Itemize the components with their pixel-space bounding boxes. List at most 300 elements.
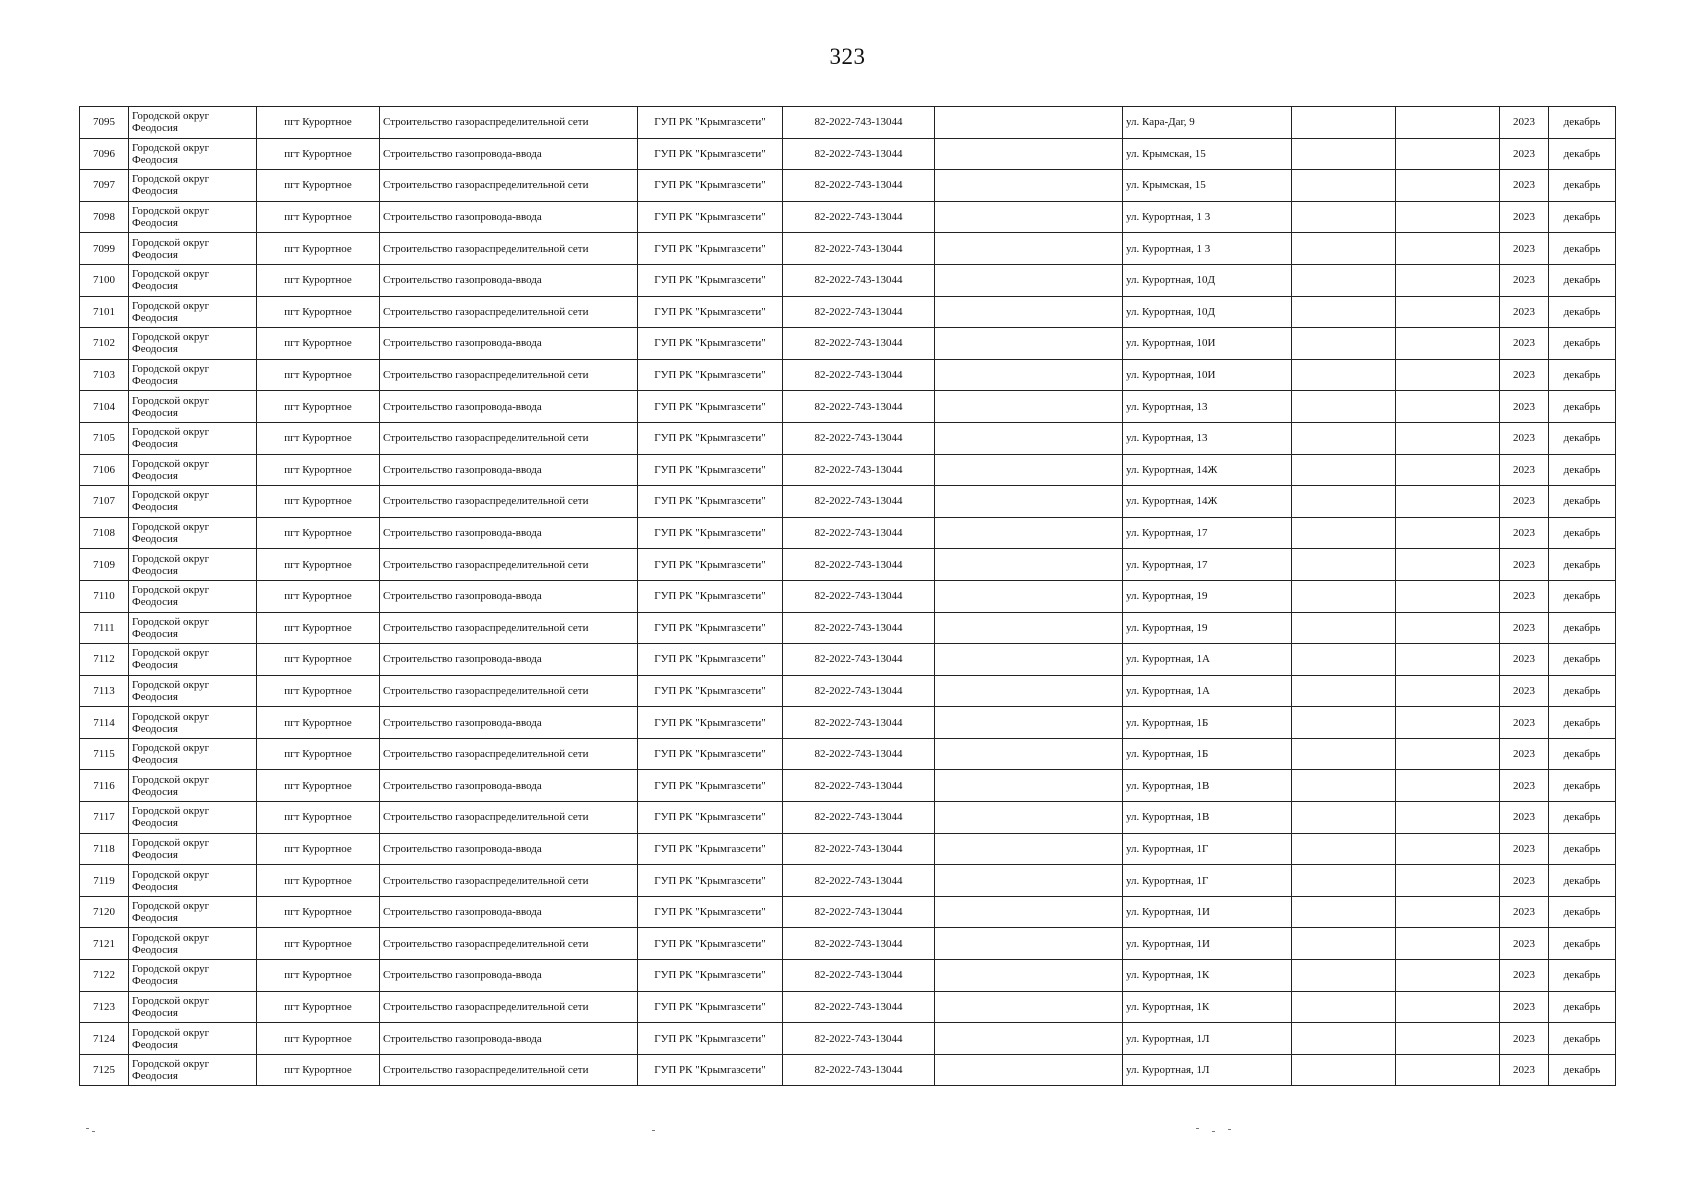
settlement-cell: пгт Курортное — [257, 454, 380, 486]
empty-cell-cell — [1396, 896, 1500, 928]
year-cell: 2023 — [1500, 549, 1549, 581]
program-code-cell: 82-2022-743-13044 — [783, 833, 935, 865]
municipality-cell — [129, 802, 257, 834]
address-cell: ул. Крымская, 15 — [1123, 170, 1292, 202]
organization-cell: ГУП РК "Крымгазсети" — [638, 454, 783, 486]
settlement-cell: пгт Курортное — [257, 1054, 380, 1086]
year-cell: 2023 — [1500, 391, 1549, 423]
work-type-cell: Строительство газопровода-ввода — [380, 644, 638, 676]
month-cell: декабрь — [1549, 170, 1616, 202]
row-number-cell: 7112 — [80, 644, 129, 676]
organization-cell: ГУП РК "Крымгазсети" — [638, 770, 783, 802]
organization-cell: ГУП РК "Крымгазсети" — [638, 612, 783, 644]
row-number-cell: 7116 — [80, 770, 129, 802]
row-number-cell: 7098 — [80, 201, 129, 233]
empty-cell-cell — [1396, 675, 1500, 707]
empty-cell-cell — [935, 296, 1123, 328]
address-cell: ул. Курортная, 10Д — [1123, 296, 1292, 328]
program-code-cell: 82-2022-743-13044 — [783, 486, 935, 518]
program-code-cell: 82-2022-743-13044 — [783, 422, 935, 454]
work-type-cell: Строительство газораспределительной сети — [380, 738, 638, 770]
month-cell: декабрь — [1549, 138, 1616, 170]
empty-cell-cell — [1396, 486, 1500, 518]
month-cell: декабрь — [1549, 644, 1616, 676]
empty-cell-cell — [1292, 517, 1396, 549]
work-type-cell: Строительство газопровода-ввода — [380, 328, 638, 360]
municipality-line-2: Феодосия — [132, 438, 178, 451]
address-cell: ул. Курортная, 14Ж — [1123, 454, 1292, 486]
row-number-cell: 7107 — [80, 486, 129, 518]
year-cell: 2023 — [1500, 201, 1549, 233]
year-cell: 2023 — [1500, 802, 1549, 834]
program-code-cell: 82-2022-743-13044 — [783, 960, 935, 992]
municipality-line-1: Городской округ — [132, 141, 210, 154]
settlement-cell: пгт Курортное — [257, 233, 380, 265]
organization-cell: ГУП РК "Крымгазсети" — [638, 107, 783, 139]
empty-cell-cell — [1396, 612, 1500, 644]
row-number-cell: 7103 — [80, 359, 129, 391]
municipality-line-2: Феодосия — [132, 280, 178, 293]
month-cell: декабрь — [1549, 233, 1616, 265]
year-cell: 2023 — [1500, 1054, 1549, 1086]
settlement-cell: пгт Курортное — [257, 770, 380, 802]
municipality-line-1: Городской округ — [132, 710, 210, 723]
municipality-line-2: Феодосия — [132, 912, 178, 925]
empty-cell-cell — [1396, 454, 1500, 486]
empty-cell-cell — [1396, 422, 1500, 454]
municipality-line-1: Городской округ — [132, 1058, 210, 1071]
empty-cell-cell — [935, 107, 1123, 139]
table-row — [80, 549, 1616, 581]
work-type-cell: Строительство газопровода-ввода — [380, 264, 638, 296]
table-row — [80, 580, 1616, 612]
year-cell: 2023 — [1500, 644, 1549, 676]
table-row — [80, 201, 1616, 233]
municipality-line-1: Городской округ — [132, 994, 210, 1007]
year-cell: 2023 — [1500, 960, 1549, 992]
settlement-cell: пгт Курортное — [257, 960, 380, 992]
municipality-cell — [129, 1054, 257, 1086]
table-row — [80, 707, 1616, 739]
program-code-cell: 82-2022-743-13044 — [783, 328, 935, 360]
address-cell: ул. Курортная, 1А — [1123, 675, 1292, 707]
empty-cell-cell — [1396, 107, 1500, 139]
municipality-line-1: Городской округ — [132, 836, 210, 849]
municipality-line-1: Городской округ — [132, 584, 210, 597]
settlement-cell: пгт Курортное — [257, 833, 380, 865]
address-cell: ул. Курортная, 19 — [1123, 612, 1292, 644]
row-number-cell: 7115 — [80, 738, 129, 770]
municipality-line-1: Городской округ — [132, 773, 210, 786]
table-row — [80, 328, 1616, 360]
address-cell: ул. Курортная, 13 — [1123, 391, 1292, 423]
empty-cell-cell — [935, 486, 1123, 518]
table-row — [80, 296, 1616, 328]
empty-cell-cell — [1292, 928, 1396, 960]
empty-cell-cell — [1396, 170, 1500, 202]
empty-cell-cell — [1396, 580, 1500, 612]
row-number-cell: 7123 — [80, 991, 129, 1023]
municipality-line-1: Городской округ — [132, 299, 210, 312]
table-row — [80, 107, 1616, 139]
municipality-line-1: Городской округ — [132, 489, 210, 502]
municipality-line-2: Феодосия — [132, 185, 178, 198]
work-type-cell: Строительство газопровода-ввода — [380, 138, 638, 170]
empty-cell-cell — [1396, 865, 1500, 897]
empty-cell-cell — [1292, 991, 1396, 1023]
address-cell: ул. Курортная, 10Д — [1123, 264, 1292, 296]
municipality-cell — [129, 107, 257, 139]
year-cell: 2023 — [1500, 107, 1549, 139]
empty-cell-cell — [1396, 991, 1500, 1023]
table-row — [80, 675, 1616, 707]
work-type-cell: Строительство газопровода-ввода — [380, 201, 638, 233]
municipality-line-1: Городской округ — [132, 868, 210, 881]
work-type-cell: Строительство газораспределительной сети — [380, 233, 638, 265]
program-code-cell: 82-2022-743-13044 — [783, 770, 935, 802]
address-cell: ул. Курортная, 1Г — [1123, 865, 1292, 897]
empty-cell-cell — [1396, 391, 1500, 423]
municipality-line-1: Городской округ — [132, 678, 210, 691]
month-cell: декабрь — [1549, 896, 1616, 928]
empty-cell-cell — [935, 896, 1123, 928]
row-number-cell: 7101 — [80, 296, 129, 328]
table-row — [80, 928, 1616, 960]
municipality-line-1: Городской округ — [132, 521, 210, 534]
year-cell: 2023 — [1500, 865, 1549, 897]
municipality-line-2: Феодосия — [132, 1006, 178, 1019]
work-type-cell: Строительство газораспределительной сети — [380, 612, 638, 644]
work-type-cell: Строительство газораспределительной сети — [380, 865, 638, 897]
municipality-cell — [129, 896, 257, 928]
settlement-cell: пгт Курортное — [257, 517, 380, 549]
empty-cell-cell — [1396, 960, 1500, 992]
municipality-cell — [129, 233, 257, 265]
empty-cell-cell — [1292, 391, 1396, 423]
year-cell: 2023 — [1500, 991, 1549, 1023]
program-code-cell: 82-2022-743-13044 — [783, 991, 935, 1023]
settlement-cell: пгт Курортное — [257, 138, 380, 170]
municipality-line-1: Городской округ — [132, 268, 210, 281]
municipality-cell — [129, 264, 257, 296]
address-cell: ул. Курортная, 1И — [1123, 896, 1292, 928]
table-row — [80, 738, 1616, 770]
month-cell: декабрь — [1549, 264, 1616, 296]
organization-cell: ГУП РК "Крымгазсети" — [638, 170, 783, 202]
address-cell: ул. Курортная, 1К — [1123, 991, 1292, 1023]
work-type-cell: Строительство газопровода-ввода — [380, 580, 638, 612]
organization-cell: ГУП РК "Крымгазсети" — [638, 138, 783, 170]
organization-cell: ГУП РК "Крымгазсети" — [638, 580, 783, 612]
program-code-cell: 82-2022-743-13044 — [783, 391, 935, 423]
empty-cell-cell — [1292, 359, 1396, 391]
year-cell: 2023 — [1500, 138, 1549, 170]
year-cell: 2023 — [1500, 422, 1549, 454]
empty-cell-cell — [1292, 422, 1396, 454]
row-number-cell: 7121 — [80, 928, 129, 960]
row-number-cell: 7096 — [80, 138, 129, 170]
municipality-line-2: Феодосия — [132, 564, 178, 577]
month-cell: декабрь — [1549, 517, 1616, 549]
municipality-line-1: Городской округ — [132, 931, 210, 944]
address-cell: ул. Курортная, 1 3 — [1123, 233, 1292, 265]
municipality-line-2: Феодосия — [132, 848, 178, 861]
address-cell: ул. Курортная, 1Б — [1123, 738, 1292, 770]
municipality-line-2: Феодосия — [132, 217, 178, 230]
month-cell: декабрь — [1549, 802, 1616, 834]
month-cell: декабрь — [1549, 201, 1616, 233]
row-number-cell: 7102 — [80, 328, 129, 360]
empty-cell-cell — [1292, 170, 1396, 202]
year-cell: 2023 — [1500, 264, 1549, 296]
empty-cell-cell — [1292, 454, 1396, 486]
program-code-cell: 82-2022-743-13044 — [783, 296, 935, 328]
empty-cell-cell — [1292, 201, 1396, 233]
municipality-line-1: Городской округ — [132, 110, 210, 123]
empty-cell-cell — [935, 865, 1123, 897]
month-cell: декабрь — [1549, 359, 1616, 391]
row-number-cell: 7122 — [80, 960, 129, 992]
empty-cell-cell — [1292, 675, 1396, 707]
municipality-line-2: Феодосия — [132, 943, 178, 956]
year-cell: 2023 — [1500, 296, 1549, 328]
municipality-line-1: Городской округ — [132, 900, 210, 913]
table-row — [80, 896, 1616, 928]
municipality-line-1: Городской округ — [132, 205, 210, 218]
address-cell: ул. Курортная, 14Ж — [1123, 486, 1292, 518]
program-code-cell: 82-2022-743-13044 — [783, 233, 935, 265]
month-cell: декабрь — [1549, 328, 1616, 360]
year-cell: 2023 — [1500, 486, 1549, 518]
address-cell: ул. Курортная, 1Г — [1123, 833, 1292, 865]
empty-cell-cell — [1292, 738, 1396, 770]
empty-cell-cell — [1292, 1023, 1396, 1055]
municipality-line-2: Феодосия — [132, 975, 178, 988]
empty-cell-cell — [1396, 738, 1500, 770]
program-code-cell: 82-2022-743-13044 — [783, 896, 935, 928]
settlement-cell: пгт Курортное — [257, 738, 380, 770]
month-cell: декабрь — [1549, 960, 1616, 992]
empty-cell-cell — [1396, 928, 1500, 960]
organization-cell: ГУП РК "Крымгазсети" — [638, 865, 783, 897]
year-cell: 2023 — [1500, 833, 1549, 865]
month-cell: декабрь — [1549, 549, 1616, 581]
empty-cell-cell — [1292, 296, 1396, 328]
organization-cell: ГУП РК "Крымгазсети" — [638, 707, 783, 739]
municipality-line-1: Городской округ — [132, 363, 210, 376]
municipality-line-2: Феодосия — [132, 248, 178, 261]
organization-cell: ГУП РК "Крымгазсети" — [638, 960, 783, 992]
table-row — [80, 486, 1616, 518]
address-cell: ул. Курортная, 1 3 — [1123, 201, 1292, 233]
row-number-cell: 7097 — [80, 170, 129, 202]
empty-cell-cell — [1396, 201, 1500, 233]
organization-cell: ГУП РК "Крымгазсети" — [638, 1023, 783, 1055]
municipality-line-1: Городской округ — [132, 236, 210, 249]
program-code-cell: 82-2022-743-13044 — [783, 517, 935, 549]
year-cell: 2023 — [1500, 328, 1549, 360]
municipality-line-1: Городской округ — [132, 552, 210, 565]
year-cell: 2023 — [1500, 233, 1549, 265]
empty-cell-cell — [935, 802, 1123, 834]
empty-cell-cell — [1292, 107, 1396, 139]
organization-cell: ГУП РК "Крымгазсети" — [638, 233, 783, 265]
settlement-cell: пгт Курортное — [257, 1023, 380, 1055]
address-cell: ул. Курортная, 1Л — [1123, 1054, 1292, 1086]
municipality-line-1: Городской округ — [132, 805, 210, 818]
row-number-cell: 7119 — [80, 865, 129, 897]
work-type-cell: Строительство газопровода-ввода — [380, 770, 638, 802]
table-row — [80, 138, 1616, 170]
settlement-cell: пгт Курортное — [257, 264, 380, 296]
year-cell: 2023 — [1500, 517, 1549, 549]
empty-cell-cell — [1292, 1054, 1396, 1086]
municipality-cell — [129, 391, 257, 423]
empty-cell-cell — [1292, 580, 1396, 612]
empty-cell-cell — [935, 770, 1123, 802]
municipality-line-2: Феодосия — [132, 785, 178, 798]
year-cell: 2023 — [1500, 707, 1549, 739]
row-number-cell: 7124 — [80, 1023, 129, 1055]
year-cell: 2023 — [1500, 580, 1549, 612]
table-row — [80, 517, 1616, 549]
work-type-cell: Строительство газопровода-ввода — [380, 896, 638, 928]
empty-cell-cell — [935, 233, 1123, 265]
municipality-line-2: Феодосия — [132, 343, 178, 356]
program-code-cell: 82-2022-743-13044 — [783, 454, 935, 486]
settlement-cell: пгт Курортное — [257, 991, 380, 1023]
empty-cell-cell — [1396, 707, 1500, 739]
empty-cell-cell — [935, 580, 1123, 612]
address-cell: ул. Курортная, 17 — [1123, 549, 1292, 581]
municipality-line-2: Феодосия — [132, 533, 178, 546]
work-type-cell: Строительство газораспределительной сети — [380, 1054, 638, 1086]
address-cell: ул. Курортная, 17 — [1123, 517, 1292, 549]
settlement-cell: пгт Курортное — [257, 359, 380, 391]
table-row — [80, 422, 1616, 454]
municipality-line-2: Феодосия — [132, 469, 178, 482]
empty-cell-cell — [1396, 1023, 1500, 1055]
program-code-cell: 82-2022-743-13044 — [783, 612, 935, 644]
empty-cell-cell — [1292, 802, 1396, 834]
empty-cell-cell — [935, 612, 1123, 644]
municipality-line-2: Феодосия — [132, 122, 178, 135]
program-code-cell: 82-2022-743-13044 — [783, 580, 935, 612]
municipality-cell — [129, 1023, 257, 1055]
municipality-cell — [129, 454, 257, 486]
municipality-cell — [129, 770, 257, 802]
municipality-cell — [129, 328, 257, 360]
empty-cell-cell — [1396, 517, 1500, 549]
settlement-cell: пгт Курортное — [257, 644, 380, 676]
row-number-cell: 7109 — [80, 549, 129, 581]
program-code-cell: 82-2022-743-13044 — [783, 644, 935, 676]
empty-cell-cell — [935, 1023, 1123, 1055]
empty-cell-cell — [1396, 296, 1500, 328]
municipality-line-2: Феодосия — [132, 1070, 178, 1083]
table-row — [80, 991, 1616, 1023]
table-row — [80, 802, 1616, 834]
empty-cell-cell — [1292, 833, 1396, 865]
program-code-cell: 82-2022-743-13044 — [783, 170, 935, 202]
municipality-cell — [129, 738, 257, 770]
row-number-cell: 7113 — [80, 675, 129, 707]
empty-cell-cell — [935, 644, 1123, 676]
municipality-line-1: Городской округ — [132, 331, 210, 344]
year-cell: 2023 — [1500, 612, 1549, 644]
month-cell: декабрь — [1549, 833, 1616, 865]
row-number-cell: 7105 — [80, 422, 129, 454]
program-code-cell: 82-2022-743-13044 — [783, 675, 935, 707]
work-type-cell: Строительство газопровода-ввода — [380, 833, 638, 865]
work-type-cell: Строительство газораспределительной сети — [380, 549, 638, 581]
empty-cell-cell — [1292, 138, 1396, 170]
work-type-cell: Строительство газораспределительной сети — [380, 928, 638, 960]
settlement-cell: пгт Курортное — [257, 391, 380, 423]
empty-cell-cell — [1292, 644, 1396, 676]
registry-body — [80, 107, 1616, 1086]
municipality-line-2: Феодосия — [132, 501, 178, 514]
year-cell: 2023 — [1500, 454, 1549, 486]
work-type-cell: Строительство газораспределительной сети — [380, 422, 638, 454]
settlement-cell: пгт Курортное — [257, 107, 380, 139]
table-row — [80, 1054, 1616, 1086]
table-row — [80, 865, 1616, 897]
municipality-cell — [129, 580, 257, 612]
table-row — [80, 233, 1616, 265]
row-number-cell: 7120 — [80, 896, 129, 928]
empty-cell-cell — [1396, 770, 1500, 802]
row-number-cell: 7110 — [80, 580, 129, 612]
municipality-line-2: Феодосия — [132, 690, 178, 703]
empty-cell-cell — [1396, 833, 1500, 865]
settlement-cell: пгт Курортное — [257, 328, 380, 360]
municipality-line-1: Городской округ — [132, 615, 210, 628]
year-cell: 2023 — [1500, 359, 1549, 391]
table-row — [80, 454, 1616, 486]
month-cell: декабрь — [1549, 391, 1616, 423]
settlement-cell: пгт Курортное — [257, 612, 380, 644]
row-number-cell: 7125 — [80, 1054, 129, 1086]
municipality-line-2: Феодосия — [132, 754, 178, 767]
registry-table — [79, 106, 1616, 1086]
empty-cell-cell — [1292, 960, 1396, 992]
row-number-cell: 7117 — [80, 802, 129, 834]
month-cell: декабрь — [1549, 1054, 1616, 1086]
month-cell: декабрь — [1549, 865, 1616, 897]
month-cell: декабрь — [1549, 1023, 1616, 1055]
municipality-cell — [129, 422, 257, 454]
empty-cell-cell — [935, 549, 1123, 581]
work-type-cell: Строительство газопровода-ввода — [380, 707, 638, 739]
program-code-cell: 82-2022-743-13044 — [783, 1023, 935, 1055]
empty-cell-cell — [935, 328, 1123, 360]
empty-cell-cell — [935, 675, 1123, 707]
month-cell: декабрь — [1549, 296, 1616, 328]
empty-cell-cell — [935, 960, 1123, 992]
row-number-cell: 7104 — [80, 391, 129, 423]
municipality-line-2: Феодосия — [132, 659, 178, 672]
row-number-cell: 7108 — [80, 517, 129, 549]
municipality-cell — [129, 960, 257, 992]
empty-cell-cell — [1292, 328, 1396, 360]
municipality-line-2: Феодосия — [132, 880, 178, 893]
empty-cell-cell — [1396, 233, 1500, 265]
address-cell: ул. Курортная, 13 — [1123, 422, 1292, 454]
address-cell: ул. Курортная, 1И — [1123, 928, 1292, 960]
empty-cell-cell — [1292, 612, 1396, 644]
address-cell: ул. Курортная, 19 — [1123, 580, 1292, 612]
